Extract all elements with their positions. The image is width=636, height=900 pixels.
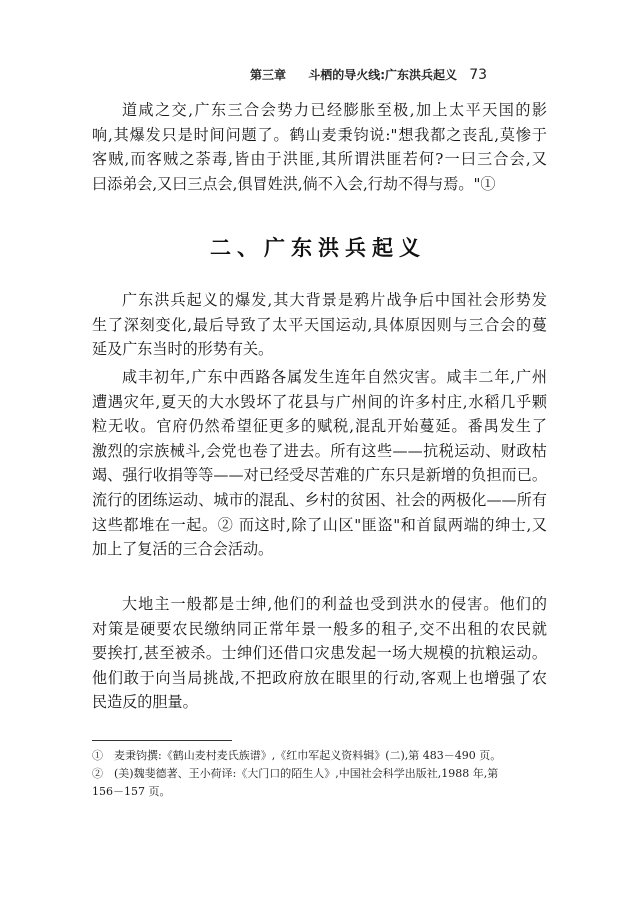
footnotes bbox=[92, 747, 547, 801]
text-line: 生了深刻变化,最后导致了太平天国运动,具体原因则与三合会的蔓 bbox=[92, 315, 547, 334]
chapter-title: 斗栖的导火线:广东洪兵起义 bbox=[308, 68, 458, 82]
text-line: 粒无收。官府仍然希望征更多的赋税,混乱开始蔓延。番禺发生了 bbox=[92, 417, 547, 436]
text-line: 广东洪兵起义的爆发,其大背景是鸦片战争后中国社会形势发 bbox=[122, 291, 547, 309]
text-line: 延及广东当时的形势有关。 bbox=[92, 340, 274, 359]
paragraph bbox=[92, 592, 547, 715]
text-line: 大地主一般都是士绅,他们的利益也受到洪水的侵害。他们的 bbox=[122, 595, 547, 613]
text-line: 他们敢于向当局挑战,不把政府放在眼里的行动,客观上也增强了农 bbox=[92, 668, 547, 687]
text-line: 响,其爆发只是时间问题了。鹤山麦秉钧说:"想我都之丧乱,莫惨于 bbox=[92, 125, 547, 144]
text-line: 这些都堆在一起。② 而这时,除了山区"匪盗"和首鼠两端的绅士,又 bbox=[92, 515, 547, 534]
text-line: 咸丰初年,广东中西路各属发生连年自然灾害。咸丰二年,广州 bbox=[122, 368, 547, 386]
page-number: 73 bbox=[469, 67, 488, 83]
footnote-divider bbox=[92, 740, 232, 741]
text-line: 竭、强行收捐等等——对已经受尽苦难的广东只是新增的负担而已。 bbox=[92, 466, 547, 485]
text-line: 对策是硬要农民缴纳同正常年景一般多的租子,交不出租的农民就 bbox=[92, 619, 547, 638]
paragraph bbox=[92, 288, 547, 362]
running-header bbox=[250, 66, 550, 83]
section-heading: 二、广东洪兵起义 bbox=[210, 235, 426, 260]
text-line: 加上了复活的三合会活动。 bbox=[92, 540, 274, 559]
text-line: 民造反的胆量。 bbox=[92, 693, 198, 712]
text-line: 客贼,而客贼之荼毒,皆由于洪匪,其所谓洪匪若何?一曰三合会,又 bbox=[92, 150, 547, 169]
chapter-label: 第三章 bbox=[250, 68, 287, 82]
text-line: 遭遇灾年,夏天的大水毁坏了花县与广州间的许多村庄,水稻几乎颗 bbox=[92, 392, 547, 411]
footnote: 156－157 页。 bbox=[92, 785, 171, 798]
text-line: 流行的团练运动、城市的混乱、乡村的贫困、社会的两极化——所有 bbox=[92, 490, 547, 509]
text-line: 曰添弟会,又曰三点会,俱冒姓洪,倘不入会,行劫不得与焉。"① bbox=[92, 174, 496, 193]
paragraph bbox=[92, 365, 547, 562]
intro-paragraph bbox=[92, 98, 547, 196]
text-line: 道咸之交,广东三合会势力已经膨胀至极,加上太平天国的影 bbox=[122, 101, 547, 119]
footnote: ② (美)魏斐德著、王小荷译:《大门口的陌生人》,中国社会科学出版社,1988 年,第 bbox=[92, 767, 499, 780]
text-line: 激烈的宗族械斗,会党也卷了进去。所有这些——抗税运动、财政枯 bbox=[92, 441, 547, 460]
footnote: ① 麦秉钧撰:《鹤山麦村麦氏族谱》,《红巾军起义资料辑》(二),第 483－490 页。 bbox=[92, 749, 502, 762]
text-line: 要挨打,甚至被杀。士绅们还借口灾患发起一场大规模的抗粮运动。 bbox=[92, 644, 547, 663]
